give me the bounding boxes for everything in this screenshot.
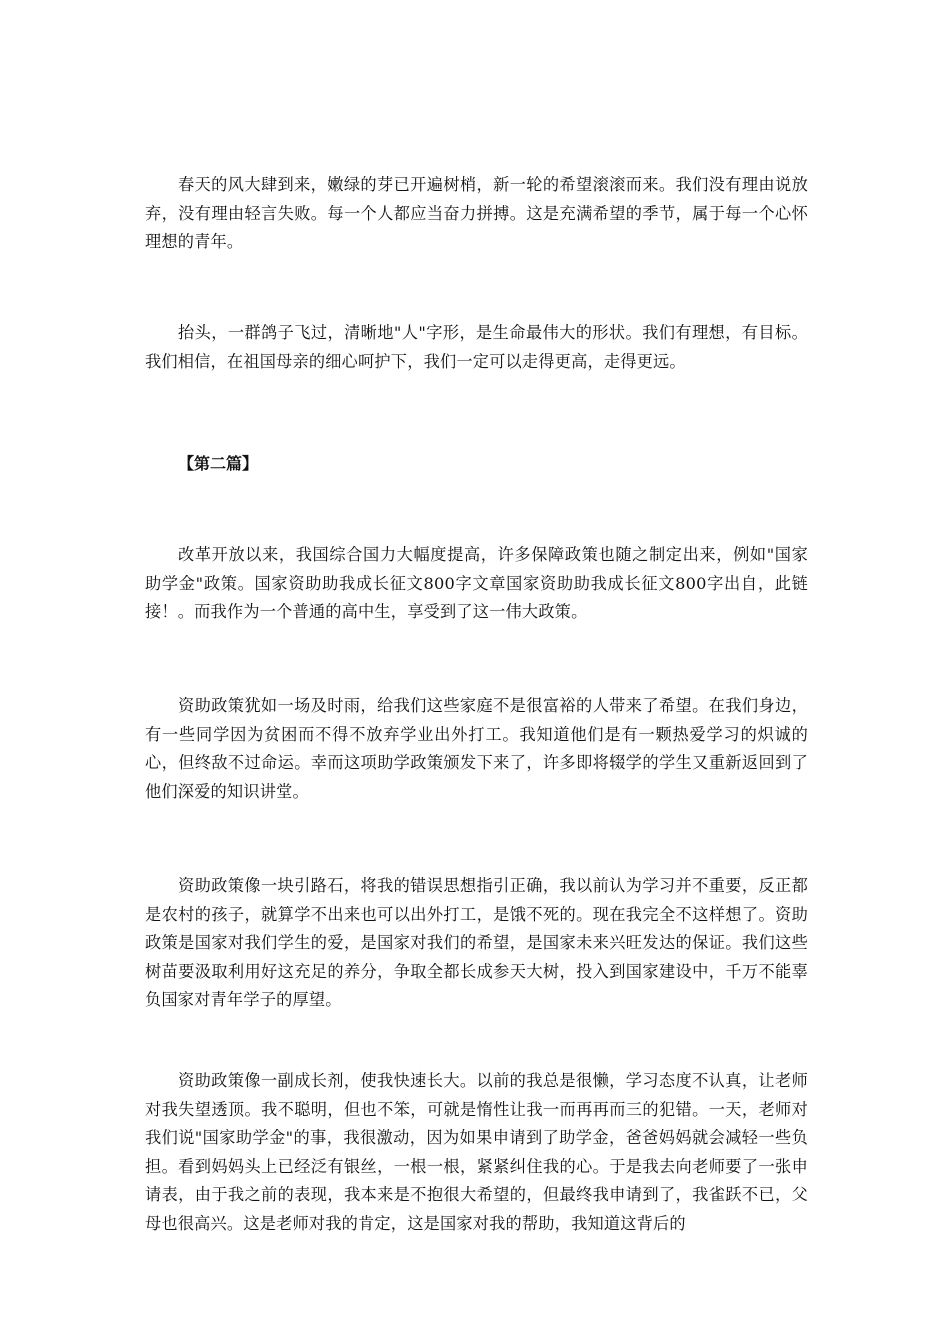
paragraph-guiding-stone: 资助政策像一块引路石，将我的错误思想指引正确，我以前认为学习并不重要，反正都是农村的孩子，就算学不出来也可以出外打工，是饿不死的。现在我完全不这样想了。资助政策是国家对我们学生的爱，是国家对我们的希望，是国家未来兴旺发达的保证。我们这些树苗要汲取利用好这充足的养分，争取全都长成参天大树，投入到国家建设中，千万不能辜负国家对青年学子的厚望。 [145, 876, 808, 1009]
section-heading: 【第二篇】 [178, 454, 259, 473]
paragraph-growth-agent: 资助政策像一副成长剂，使我快速长大。以前的我总是很懒，学习态度不认真，让老师对我失望透顶。我不聪明，但也不笨，可就是惰性让我一而再再而三的犯错。一天，老师对我们说"国家助学金"的事，我很激动，因为如果申请到了助学金，爸爸妈妈就会减轻一些负担。看到妈妈头上已经泛有银丝，一根一根，紧紧纠住我的心。于是我去向老师要了一张申请表，由于我之前的表现，我本来是不抱很大希望的，但最终我申请到了，我雀跃不已，父母也很高兴。这是老师对我的肯定，这是国家对我的帮助，我知道这背后的 [145, 1071, 808, 1233]
paragraph-reform: 改革开放以来，我国综合国力大幅度提高，许多保障政策也随之制定出来，例如"国家助学金"政策。国家资助助我成长征文800字文章国家资助助我成长征文800字出自，此链接！。而我作为一个普通的高中生，享受到了这一伟大政策。 [145, 545, 808, 621]
paragraph-timely-rain: 资助政策犹如一场及时雨，给我们这些家庭不是很富裕的人带来了希望。在我们身边，有一些同学因为贫困而不得不放弃学业出外打工。我知道他们是有一颗热爱学习的炽诚的心，但终敌不过命运。幸而这项助学政策颁发下来了，许多即将辍学的学生又重新返回到了他们深爱的知识讲堂。 [145, 696, 808, 801]
paragraph-pigeons: 抬头，一群鸽子飞过，清晰地"人"字形，是生命最伟大的形状。我们有理想，有目标。我们相信，在祖国母亲的细心呵护下，我们一定可以走得更高，走得更远。 [145, 323, 808, 371]
paragraph-spring: 春天的风大肆到来，嫩绿的芽已开遍树梢，新一轮的希望滚滚而来。我们没有理由说放弃，没有理由轻言失败。每一个人都应当奋力拼搏。这是充满希望的季节，属于每一个心怀理想的青年。 [145, 175, 808, 251]
